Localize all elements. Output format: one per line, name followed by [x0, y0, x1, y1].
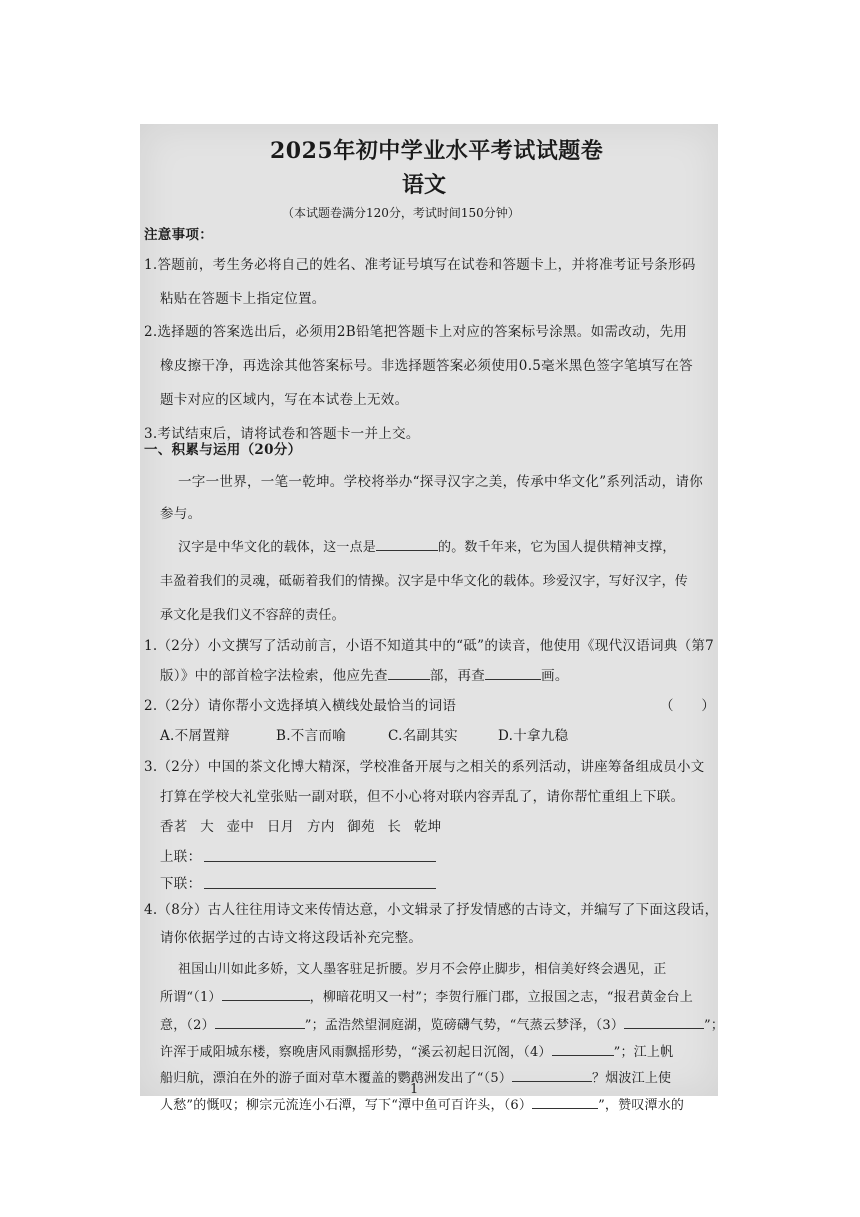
q3-word: 大 [200, 819, 215, 835]
q4-blank-3 [624, 1016, 704, 1029]
q4-line-1: 4.（8分）古人往往用诗文来传情达意，小文辑录了抒发情感的古诗文，并编写了下面这段话， [144, 902, 719, 918]
q1-line-2-c: 画。 [541, 668, 569, 684]
q4-blank-2 [215, 1016, 305, 1029]
q3-word: 乾坤 [413, 819, 442, 835]
section-1-intro-line-1: 一字一世界，一笔一乾坤。学校将举办“探寻汉字之美，传承中华文化”系列活动，请你 [178, 474, 704, 490]
q4-passage-line-3 [160, 1014, 724, 1033]
notice-item-1-line-2: 粘贴在答题卡上指定位置。 [160, 291, 326, 307]
section-1-intro-line-2: 参与。 [160, 506, 202, 522]
q2-answer-paren: （ ） [660, 698, 716, 714]
q4-passage-line-3-c: ”； [704, 1018, 725, 1033]
q3-word-list [160, 815, 441, 835]
q4-passage-line-6-a: 人愁”的慨叹；柳宗元流连小石潭，写下“潭中鱼可百许头，（6） [160, 1098, 533, 1113]
q4-passage-line-6-b: ”，赞叹潭水的 [598, 1098, 685, 1113]
q4-blank-4 [552, 1043, 614, 1056]
q4-passage-line-2 [160, 986, 693, 1005]
q4-line-2: 请你依据学过的古诗文将这段话补充完整。 [160, 930, 423, 946]
passage-line-1 [178, 536, 676, 555]
q3-line-1: 3.（2分）中国的茶文化博大精深，学校准备开展与之相关的系列活动，讲座筹备组成员小文 [144, 759, 705, 775]
q1-line-2 [160, 664, 569, 684]
passage-line-1-b: 的。数千年来，它为国人提供精神支撑， [438, 540, 676, 555]
q2-stem: 2.（2分）请你帮小文选择填入横线处最恰当的词语 [144, 698, 457, 714]
passage-blank [376, 538, 438, 551]
q4-blank-5 [512, 1069, 592, 1082]
notice-item-2-line-1: 2.选择题的答案选出后，必须用2B铅笔把答题卡上对应的答案标号涂黑。如需改动，先用 [144, 324, 688, 340]
q2-option-d: D.十拿九稳 [498, 728, 569, 744]
q4-passage-line-2-a: 所谓“（1） [160, 990, 222, 1005]
section-1-heading: 一、积累与运用（20分） [144, 442, 302, 458]
subject-title: 语文 [402, 172, 447, 198]
q4-passage-line-4-a: 许浑于咸阳城东楼，察晚唐风雨飘摇形势，“溪云初起日沉阁，（4） [160, 1045, 552, 1060]
q2-option-c: C.名副其实 [388, 728, 458, 744]
q3-lower-label: 下联： [160, 876, 202, 892]
q4-blank-6 [532, 1096, 598, 1109]
q1-blank-radical [388, 667, 430, 680]
q4-passage-line-4-b: ”；江上帆 [613, 1045, 674, 1060]
passage-line-3: 承文化是我们义不容辞的责任。 [160, 608, 345, 623]
q3-line-2: 打算在学校大礼堂张贴一副对联，但不小心将对联内容弄乱了，请你帮忙重组上下联。 [160, 789, 685, 805]
q4-passage-line-2-b: ，柳暗花明又一村”；李贺行雁门郡，立报国之志，“报君黄金台上 [309, 990, 693, 1005]
q4-passage-line-3-a: 意，（2） [160, 1018, 215, 1033]
q3-word: 日月 [266, 819, 295, 835]
q2-option-b: B.不言而喻 [276, 728, 347, 744]
q4-passage-line-4 [160, 1041, 673, 1060]
q4-passage-line-5-b: ？烟波江上使 [592, 1071, 672, 1086]
q3-word: 壶中 [226, 819, 255, 835]
q3-upper-label: 上联： [160, 849, 202, 865]
q4-passage-line-6 [160, 1094, 684, 1113]
q3-lower-answer-line [204, 888, 436, 889]
notice-item-1-line-1: 1.答题前，考生务必将自己的姓名、准考证号填写在试卷和答题卡上，并将准考证号条形码 [144, 257, 696, 273]
exam-page [140, 124, 725, 1113]
q4-passage-line-5-a: 船归航，漂泊在外的游子面对草木覆盖的鹦鹉洲发出了“（5） [160, 1071, 513, 1086]
q3-upper-answer-line [204, 861, 436, 862]
passage-line-1-a: 汉字是中华文化的载体，这一点是 [178, 540, 377, 555]
q1-line-1: 1.（2分）小文撰写了活动前言，小语不知道其中的“砥”的读音，他使用《现代汉语词典（第7 [144, 638, 715, 654]
q3-word: 方内 [307, 819, 335, 835]
q4-passage-line-1: 祖国山川如此多娇，文人墨客驻足折腰。岁月不会停止脚步，相信美好终会遇见，正 [178, 962, 667, 977]
q4-passage-line-3-b: ”；孟浩然望洞庭湖，览磅礴气势，“气蒸云梦泽，（3） [304, 1018, 625, 1033]
q1-line-2-b: 部，再查 [429, 668, 486, 684]
q4-blank-1 [222, 988, 310, 1001]
passage-line-2: 丰盈着我们的灵魂，砥砺着我们的情操。汉字是中华文化的载体。珍爱汉字，写好汉字，传 [160, 574, 689, 589]
q3-word: 长 [387, 819, 402, 835]
notice-heading: 注意事项： [144, 227, 213, 243]
exam-note: （本试题卷满分120分，考试时间150分钟） [282, 206, 520, 220]
q3-word: 御苑 [347, 819, 375, 835]
exam-title: 2025年初中学业水平考试试题卷 [270, 138, 604, 164]
page-number: 1 [410, 1082, 419, 1097]
q1-blank-strokes [485, 667, 541, 680]
q1-line-2-a: 版）》中的部首检字法检索，他应先查 [160, 668, 388, 684]
notice-item-2-line-3: 题卡对应的区域内，写在本试卷上无效。 [160, 392, 409, 408]
notice-item-2-line-2: 橡皮擦干净，再选涂其他答案标号。非选择题答案必须使用0.5毫米黑色签字笔填写在答 [160, 358, 693, 374]
q2-option-a: A.不屑置辩 [160, 728, 230, 744]
q3-word: 香茗 [160, 819, 188, 835]
notice-item-3: 3.考试结束后，请将试卷和答题卡一并上交。 [144, 426, 420, 442]
